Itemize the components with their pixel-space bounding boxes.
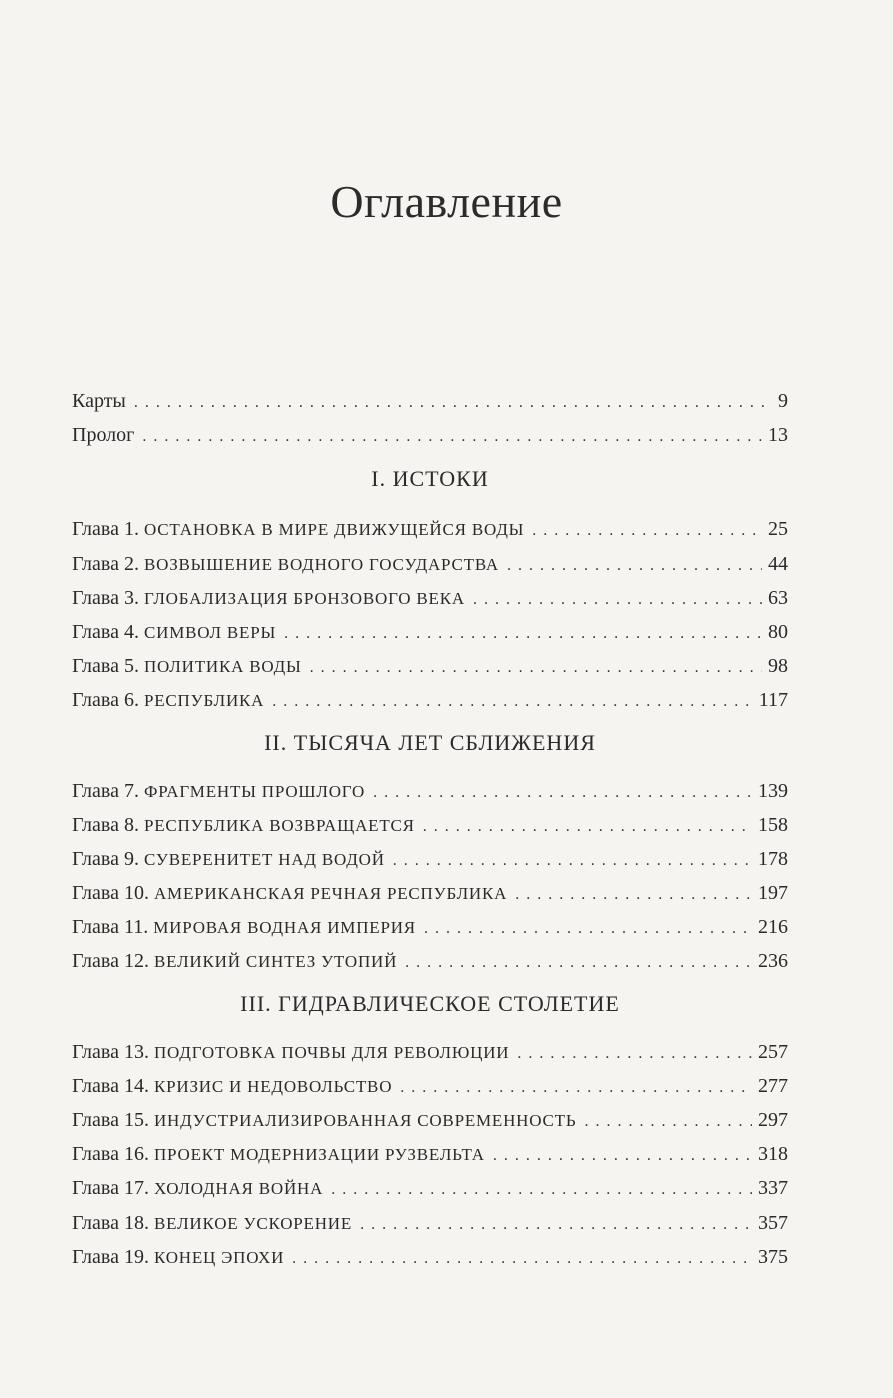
entry-label [72, 1206, 352, 1241]
toc-entry-chapter[interactable] [72, 512, 788, 546]
page-number: 257 [758, 1040, 788, 1063]
chapter-number: Глава 15. [72, 1109, 149, 1131]
chapter-number: Глава 6. [72, 689, 139, 712]
chapter-number: Глава 18. [72, 1211, 149, 1234]
entry-label [72, 808, 415, 843]
toc-entry-chapter[interactable] [72, 683, 788, 717]
chapter-title: ВЕЛИКИЙ СИНТЕЗ УТОПИЙ [153, 952, 398, 972]
chapter-title: ПРОЕКТ МОДЕРНИЗАЦИИ РУЗВЕЛЬТА [153, 1145, 485, 1165]
chapter-title: ГЛОБАЛИЗАЦИЯ БРОНЗОВОГО ВЕКА [143, 588, 465, 608]
part-heading: III. ГИДРАВЛИЧЕСКОЕ СТОЛЕТИЕ [240, 990, 620, 1016]
chapter-number: Глава 4. [72, 620, 139, 643]
page-number: 318 [758, 1143, 788, 1166]
chapter-title: АМЕРИКАНСКАЯ РЕЧНАЯ РЕСПУБЛИКА [153, 884, 508, 904]
chapter-title: ВЕЛИКОЕ УСКОРЕНИЕ [153, 1213, 353, 1233]
entry-label [72, 512, 524, 547]
parts-container [72, 462, 788, 1274]
chapter-title: РЕСПУБЛИКА ВОЗВРАЩАЕТСЯ [143, 815, 415, 835]
entry-label [72, 774, 365, 809]
chapter-title: КРИЗИС И НЕДОВОЛЬСТВО [153, 1076, 393, 1096]
chapter-title: ИНДУСТРИАЛИЗИРОВАННАЯ СОВРЕМЕННОСТЬ [153, 1111, 577, 1130]
page-number: 297 [758, 1109, 788, 1131]
toc-entry-chapter[interactable] [72, 1035, 788, 1069]
leader-dots [393, 844, 752, 878]
chapter-number: Глава 9. [72, 847, 139, 870]
entry-label [72, 842, 385, 877]
toc-entry-chapter[interactable] [72, 1206, 788, 1240]
entry-label [72, 876, 507, 911]
toc-entry-chapter[interactable] [72, 1240, 788, 1274]
leader-dots [517, 1037, 752, 1071]
entry-label [72, 910, 416, 945]
entry-label [72, 1240, 284, 1275]
chapter-title: СИМВОЛ ВЕРЫ [143, 622, 277, 642]
page-number: 117 [758, 689, 788, 712]
chapter-number: Глава 2. [72, 552, 139, 575]
leader-dots [142, 420, 762, 454]
part-heading: II. ТЫСЯЧА ЛЕТ СБЛИЖЕНИЯ [264, 729, 596, 755]
entry-label [72, 1137, 485, 1172]
leader-dots [373, 776, 752, 810]
chapter-title: ВОЗВЫШЕНИЕ ВОДНОГО ГОСУДАРСТВА [143, 554, 499, 574]
page-number: 337 [758, 1177, 788, 1200]
page-number: 25 [768, 518, 788, 541]
page-number: 63 [768, 586, 788, 609]
leader-dots [423, 810, 752, 844]
toc-entry-prologue[interactable] [72, 418, 788, 452]
chapter-number: Глава 1. [72, 518, 139, 541]
leader-dots [584, 1105, 752, 1139]
chapter-number: Глава 12. [72, 950, 149, 973]
chapter-number: Глава 16. [72, 1143, 149, 1166]
entry-label [72, 581, 465, 616]
chapter-title: СУВЕРЕНИТЕТ НАД ВОДОЙ [143, 849, 385, 869]
entry-label: Пролог [72, 424, 135, 447]
entry-label [72, 683, 264, 718]
leader-dots [400, 1071, 752, 1105]
leader-dots [507, 549, 762, 583]
chapter-title: ФРАГМЕНТЫ ПРОШЛОГО [143, 781, 366, 801]
chapter-number: Глава 3. [72, 586, 139, 609]
leader-dots [473, 583, 762, 617]
toc-entry-chapter[interactable] [72, 842, 788, 876]
page-number: 277 [758, 1074, 788, 1097]
toc-entry-chapter[interactable] [72, 1171, 788, 1205]
page-title: Оглавление [330, 176, 563, 227]
page-number: 80 [768, 620, 788, 643]
chapter-number: Глава 13. [72, 1040, 149, 1063]
page-number: 197 [758, 882, 788, 905]
entry-label [72, 1069, 392, 1104]
leader-dots [331, 1173, 752, 1207]
toc-entry-chapter[interactable] [72, 808, 788, 842]
toc-entry-chapter[interactable] [72, 581, 788, 615]
leader-dots [292, 1242, 752, 1276]
chapter-title: МИРОВАЯ ВОДНАЯ ИМПЕРИЯ [153, 918, 416, 938]
leader-dots [310, 651, 762, 685]
chapter-title: ХОЛОДНАЯ ВОЙНА [153, 1179, 324, 1199]
toc-entry-chapter[interactable] [72, 649, 788, 683]
chapter-title: ПОЛИТИКА ВОДЫ [143, 657, 302, 677]
chapter-title: ПОДГОТОВКА ПОЧВЫ ДЛЯ РЕВОЛЮЦИИ [153, 1042, 510, 1062]
page-number: 216 [758, 916, 788, 939]
chapter-title: ОСТАНОВКА В МИРЕ ДВИЖУЩЕЙСЯ ВОДЫ [143, 520, 525, 540]
chapter-number: Глава 10. [72, 882, 149, 905]
leader-dots [272, 685, 752, 719]
table-of-contents [72, 384, 788, 1274]
toc-entry-chapter[interactable] [72, 615, 788, 649]
entry-label [72, 1171, 323, 1206]
chapter-title: РЕСПУБЛИКА [143, 691, 265, 711]
entry-label [72, 1103, 576, 1138]
page-number: 236 [758, 950, 788, 973]
page-number: 139 [758, 779, 788, 802]
chapter-number: Глава 7. [72, 779, 139, 802]
leader-dots [134, 386, 772, 420]
toc-entry-chapter[interactable] [72, 1103, 788, 1137]
chapter-number: Глава 11. [72, 916, 149, 939]
leader-dots [532, 514, 762, 548]
entry-label [72, 649, 302, 684]
chapter-number: Глава 5. [72, 655, 139, 678]
page-number: 44 [768, 552, 788, 575]
leader-dots [284, 617, 762, 651]
entry-label [72, 547, 499, 582]
page-number: 13 [768, 424, 788, 447]
leader-dots [424, 912, 752, 946]
toc-entry-chapter[interactable] [72, 944, 788, 978]
chapter-number: Глава 14. [72, 1074, 149, 1097]
part-heading: I. ИСТОКИ [371, 466, 489, 492]
entry-label [72, 944, 397, 979]
page-number: 178 [758, 847, 788, 870]
leader-dots [360, 1208, 752, 1242]
entry-label [72, 615, 276, 650]
entry-label [72, 1035, 509, 1070]
toc-entry-maps[interactable] [72, 384, 788, 418]
page-number: 357 [758, 1211, 788, 1234]
toc-entry-chapter[interactable] [72, 876, 788, 910]
chapter-number: Глава 17. [72, 1177, 149, 1200]
chapter-number: Глава 8. [72, 813, 139, 836]
leader-dots [405, 946, 752, 980]
page-number: 158 [758, 813, 788, 836]
toc-entry-chapter[interactable] [72, 547, 788, 581]
toc-entry-chapter[interactable] [72, 1069, 788, 1103]
toc-entry-chapter[interactable] [72, 1137, 788, 1171]
leader-dots [493, 1139, 752, 1173]
leader-dots [515, 878, 752, 912]
page-number: 98 [768, 655, 788, 678]
chapter-title: КОНЕЦ ЭПОХИ [153, 1247, 285, 1267]
toc-entry-chapter[interactable] [72, 910, 788, 944]
toc-entry-chapter[interactable] [72, 774, 788, 808]
page-number: 375 [758, 1245, 788, 1268]
chapter-number: Глава 19. [72, 1245, 149, 1268]
entry-label: Карты [72, 390, 126, 412]
page-number: 9 [778, 390, 788, 412]
